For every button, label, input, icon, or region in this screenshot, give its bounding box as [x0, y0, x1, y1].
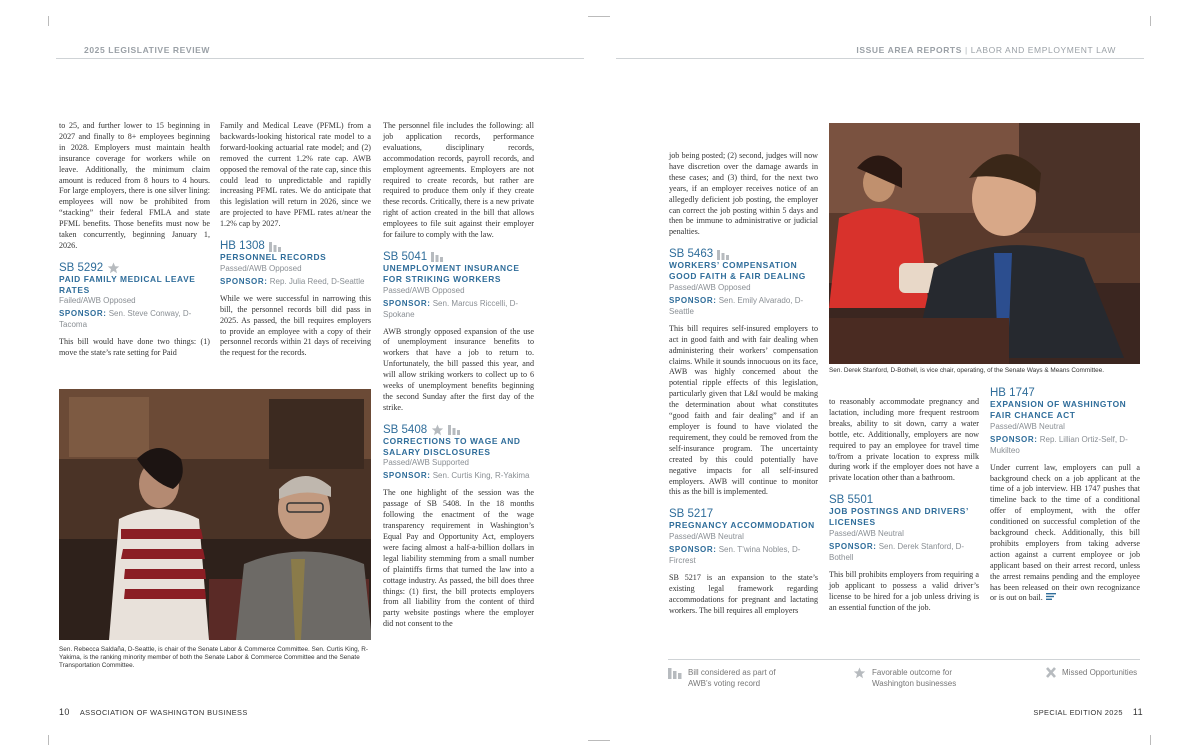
bill-status: Passed/AWB Opposed	[669, 282, 751, 292]
folio-right	[1033, 707, 1143, 717]
bill-status: Passed/AWB Opposed	[220, 263, 302, 273]
bill-number	[669, 508, 818, 520]
bill-title: WORKERS’ COMPENSATION GOOD FAITH & FAIR DEALING	[669, 260, 806, 282]
sponsor-name: Rep. Lillian Ortiz-Self, D-Mukilteo	[990, 434, 1128, 455]
header-rule-right	[616, 58, 1144, 59]
column-2	[220, 121, 371, 359]
body-text: This bill requires self-insured employers to act in good faith and with fair dealing when administering their workers’ compensation claims. While it sounds innocuous on its face, AWB was highly concerned about the potential ripple effects of this legislation, particularly given that L&I would be making the determination about what constitutes “good faith and fair dealing” and if an employer is found to have violated the requirement, they could be removed from the self-insurance program. The uncertainty created by this could potentially have negative impacts for all self-insured employers. AWB will continue to monitor this as the bill is implemented.	[669, 323, 818, 497]
legend-label: Missed Opportunities	[1062, 668, 1138, 677]
bar-chart-icon	[448, 424, 461, 435]
crop-mark	[48, 735, 49, 745]
bill-number-text: HB 1308	[220, 240, 265, 253]
column-6	[990, 387, 1140, 604]
body-text: While we were successful in narrowing this bill, the personnel records bill did pass in 2025. As passed, the bill requires employers to provide an employee with a copy of their personnel records within 21 days of receiving the request for the records.	[220, 293, 371, 358]
crop-mark	[48, 16, 49, 26]
bill-sb5408	[383, 424, 534, 630]
photo-saldana-king	[59, 389, 371, 640]
bill-sb5217	[669, 508, 818, 616]
star-icon	[431, 424, 444, 436]
sponsor-label: SPONSOR:	[383, 298, 431, 308]
legend-voting-record	[668, 667, 818, 689]
legend-missed	[1046, 667, 1146, 678]
bill-number-text: SB 5217	[669, 508, 714, 521]
photo-caption: Sen. Rebecca Saldaña, D-Seattle, is chair of the Senate Labor & Commerce Committee. Sen. Curtis King, R-Yakima, is the ranking minority member of both the Senate Labor & Commerce Committee and the Senate Transportation Committee.	[59, 646, 369, 670]
bar-chart-icon	[717, 249, 730, 260]
column-3	[383, 121, 534, 630]
body-text-content: Under current law, employers can pull a background check on a job applicant at the time of a job interview. HB 1747 pushes that timeline back to the time of a conditional offer of employment, with the offer conditioned on successful completion of the background check. Additionally, this bill prohibits employers from taking adverse action against a current employee or job applicant based on their arrest record, unless the arrest remains pending and the employee has been released on their own recognizance or is out on bail.	[990, 462, 1140, 603]
folio-left	[59, 707, 248, 717]
legend-label: Bill considered as part of AWB’s voting record	[688, 668, 776, 688]
bill-hb1308	[220, 240, 371, 359]
legend-favorable	[853, 667, 983, 689]
sponsor-label: SPONSOR:	[669, 545, 717, 555]
bill-number	[59, 262, 210, 274]
bill-number-text: SB 5408	[383, 423, 428, 436]
crop-mark	[588, 740, 610, 741]
bill-number	[990, 387, 1140, 399]
bill-number	[383, 251, 534, 263]
star-icon	[853, 667, 866, 679]
edition-label: SPECIAL EDITION 2025	[1033, 708, 1123, 717]
running-head-section: ISSUE AREA REPORTS	[856, 45, 962, 55]
body-text: Family and Medical Leave (PFML) from a backwards-looking historical rate model to a forward-looking actuarial rate model; and (2) removed the current 1.2% rate cap. AWB opposed the removal of the rate cap, since this could lead to unpredictable and rapidly increasing PFML rates. We do anticipate that this legislation will return in 2026, since we are projected to have PFML rates at/near the 1.2% cap by 2027.	[220, 121, 371, 229]
bill-sponsor	[829, 541, 979, 563]
sponsor-label: SPONSOR:	[59, 309, 107, 319]
bill-number-text: SB 5501	[829, 494, 874, 507]
sponsor-name: Sen. Emily Alvarado, D-Seattle	[669, 295, 804, 316]
page-number: 10	[59, 707, 70, 717]
column-4	[669, 151, 818, 617]
column-1	[59, 121, 210, 359]
bill-sb5501	[829, 494, 979, 613]
bill-status: Passed/AWB Supported	[383, 458, 469, 468]
bill-status: Failed/AWB Opposed	[59, 296, 136, 306]
bill-number-text: SB 5292	[59, 261, 104, 274]
bill-status: Passed/AWB Neutral	[829, 528, 904, 538]
bill-title: EXPANSION OF WASHINGTON FAIR CHANCE ACT	[990, 399, 1127, 420]
bill-number	[669, 248, 818, 260]
bill-sponsor	[59, 308, 210, 330]
running-head-topic: LABOR AND EMPLOYMENT LAW	[970, 45, 1116, 55]
bill-number	[829, 494, 979, 506]
bill-sponsor	[383, 470, 534, 481]
bill-number	[220, 240, 371, 252]
body-text: The personnel file includes the following: all job application records, performance evaluations, disciplinary records, accommodation records, payroll records, and employment agreements. Employers are not required to create records, but rather are required to produce them only if they create these records. Critically, there is a new private right of action created in the bill that allows employees to file suit against their employer for failure to comply with the law.	[383, 121, 534, 240]
photo-illustration	[59, 389, 371, 640]
bill-status: Passed/AWB Neutral	[669, 532, 744, 542]
running-head-left: 2025 LEGISLATIVE REVIEW	[84, 45, 211, 55]
crop-mark	[588, 16, 610, 17]
bill-sponsor	[220, 276, 371, 287]
crop-mark	[1150, 735, 1151, 745]
bill-status: Passed/AWB Opposed	[383, 285, 465, 295]
bill-status: Passed/AWB Neutral	[990, 421, 1065, 431]
legend-label: Favorable outcome for Washington businesses	[872, 668, 957, 688]
bill-number	[383, 424, 534, 436]
bill-title: JOB POSTINGS AND DRIVERS’ LICENSES	[829, 506, 969, 528]
sponsor-label: SPONSOR:	[669, 295, 717, 305]
column-5	[829, 397, 979, 613]
sponsor-label: SPONSOR:	[383, 471, 431, 481]
page-number: 11	[1132, 707, 1143, 717]
body-text: to 25, and further lower to 15 beginning in 2027 and finally to 8+ employees beginning in 2028. Employers must maintain health insurance coverage for workers while on leave. Additionally, the minimum claim amount is reduced from 8 hours to 4 hours. For large employers, there is one silver lining: employees will now be prohibited from “stacking” their federal FMLA and state PFML benefits. Those benefits must now be taken concurrently, beginning January 1, 2026.	[59, 121, 210, 250]
sponsor-name: Sen. Derek Stanford, D-Bothell	[829, 541, 965, 562]
crop-mark	[1150, 16, 1151, 26]
bill-number-text: HB 1747	[990, 387, 1035, 399]
bar-chart-icon	[668, 667, 682, 679]
star-icon	[107, 262, 120, 274]
photo-stanford	[829, 123, 1140, 364]
bill-title: CORRECTIONS TO WAGE AND SALARY DISCLOSURES	[383, 435, 521, 457]
bill-sb5041	[383, 251, 534, 414]
running-head-right	[856, 45, 1116, 55]
sponsor-name: Sen. Steve Conway, D-Tacoma	[59, 309, 192, 330]
bill-title: PREGNANCY ACCOMMODATION	[669, 520, 815, 531]
bill-number-text: SB 5463	[669, 248, 714, 261]
sponsor-name: Rep. Julia Reed, D-Seattle	[269, 276, 365, 286]
sponsor-label: SPONSOR:	[220, 276, 268, 286]
sponsor-name: Sen. Curtis King, R-Yakima	[432, 471, 530, 481]
body-text: job being posted; (2) second, judges will now have discretion over the damage awards in these cases; and (3) third, for the next two years, if an employer receives notice of an allegedly deficient job posting, the employer can correct the job posting within 5 days and then be immune to administrative or judicial penalties.	[669, 151, 818, 237]
bill-hb1747	[990, 387, 1140, 604]
body-text: SB 5217 is an expansion to the state’s existing legal framework regarding accommodations for pregnant and lactating workers. The bill requires all employers	[669, 573, 818, 615]
body-text: This bill would have done two things: (1) move the state’s rate setting for Paid	[59, 337, 210, 358]
bill-sponsor	[669, 544, 818, 566]
body-text: to reasonably accommodate pregnancy and lactation, including more frequent restroom breaks, ability to sit down, carry a water bottle, etc. Additionally, employers are now required to pay an employee for travel time to/from a private location to express milk during work if the employer does not have a private location other than a bathroom.	[829, 397, 979, 483]
bill-title: PERSONNEL RECORDS	[220, 252, 327, 263]
bill-sb5292	[59, 262, 210, 359]
x-mark-icon	[1046, 667, 1056, 678]
header-rule-left	[56, 58, 584, 59]
bar-chart-icon	[269, 241, 282, 252]
bill-sponsor	[669, 295, 818, 317]
end-of-section-icon	[1046, 593, 1056, 600]
body-text: This bill prohibits employers from requiring a job applicant to possess a valid driver’s license to be hired for a job unless driving is an essential function of the job.	[829, 569, 979, 612]
bill-number-text: SB 5041	[383, 250, 428, 263]
sponsor-label: SPONSOR:	[990, 434, 1038, 444]
body-text: The one highlight of the session was the passage of SB 5408. In the 18 months following the enactment of the wage transparency requirement in Washington’s Equal Pay and Opportunity Act, employers were facing almost a half-a-billion dollars in legal liability stemming from a small number of plaintiffs firms that turned the law into a cottage industry. As passed, the bill does three things: (1) first, the bill protects employers from all liability from the content of third party website postings where the employer did not consent to the	[383, 488, 534, 629]
body-text: AWB strongly opposed expansion of the use of unemployment insurance benefits to workers that have a job to return to. Unfortunately, the bill passed this year, and will allow striking workers to collect up to 6 weeks of unemployment benefits beginning the second Sunday after the first day of the strike.	[383, 326, 534, 412]
sponsor-name: Sen. T’wina Nobles, D-Fircrest	[669, 545, 801, 566]
photo-caption: Sen. Derek Stanford, D-Bothell, is vice chair, operating, of the Senate Ways & Means Committee.	[829, 367, 1105, 374]
publisher-name: ASSOCIATION OF WASHINGTON BUSINESS	[79, 708, 248, 717]
photo-illustration	[829, 123, 1140, 364]
legend-rule	[668, 659, 1140, 660]
running-head-separator: |	[964, 45, 968, 55]
sponsor-label: SPONSOR:	[829, 541, 877, 551]
bill-sponsor	[383, 298, 534, 320]
bill-sponsor	[990, 434, 1140, 456]
sponsor-name: Sen. Marcus Riccelli, D-Spokane	[383, 298, 519, 319]
bar-chart-icon	[431, 251, 444, 262]
body-text	[990, 463, 1140, 605]
bill-sb5463	[669, 248, 818, 498]
bill-title: UNEMPLOYMENT INSURANCE FOR STRIKING WORKERS	[383, 262, 520, 284]
bill-title: PAID FAMILY MEDICAL LEAVE RATES	[59, 273, 196, 295]
